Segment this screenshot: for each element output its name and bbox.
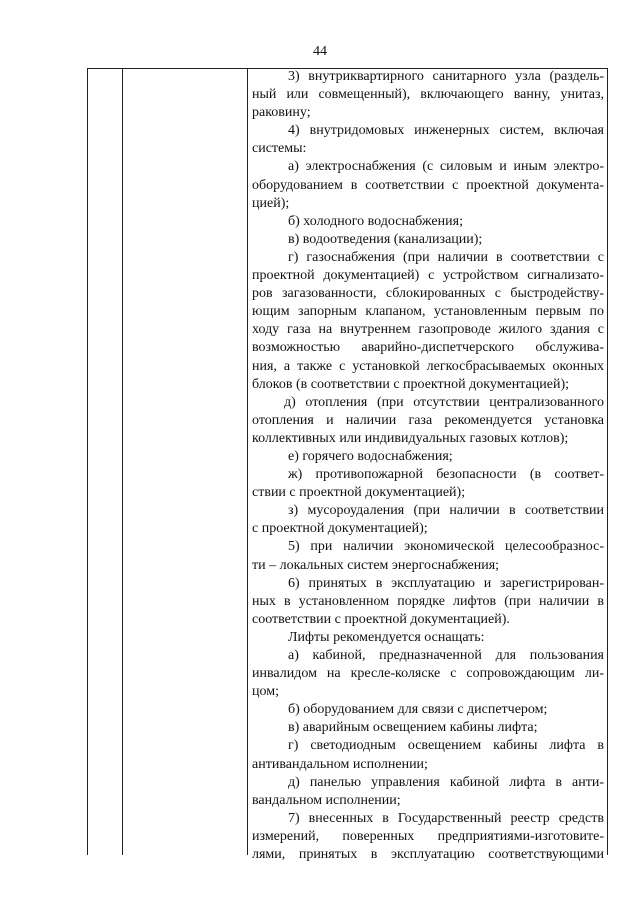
text-line: инвалидом на кресле-коляске с сопровождающим ли- bbox=[252, 666, 604, 682]
text-line: з) мусороудаления (при наличии в соответствии bbox=[288, 503, 604, 519]
text-line: а) кабиной, предназначенной для пользования bbox=[288, 648, 604, 663]
text-line: б) холодного водоснабжения; bbox=[288, 213, 463, 229]
text-line: ный или совмещенный), включающего ванну, унитаз, bbox=[252, 87, 604, 103]
text-line: цией); bbox=[252, 195, 290, 211]
text-line: в) аварийным освещением кабины лифта; bbox=[288, 720, 538, 736]
text-line: коллективных или индивидуальных газовых котлов); bbox=[252, 430, 569, 446]
text-line: 7) внесенных в Государственный реестр средств bbox=[288, 810, 604, 826]
text-line: возможностью аварийно-диспетчерского обслужива- bbox=[252, 340, 604, 356]
text-line: оборудованием в соответствии с проектной документа- bbox=[252, 177, 604, 193]
text-line: ж) противопожарной безопасности (в соответ- bbox=[288, 467, 604, 483]
text-line: измерений, поверенных предприятиями-изготовите- bbox=[252, 828, 604, 844]
text-line: ных в установленном порядке лифтов (при наличии в bbox=[252, 593, 604, 609]
page-number: 44 bbox=[313, 44, 327, 59]
table-column-divider-1 bbox=[122, 68, 123, 855]
text-line: д) панелью управления кабиной лифта в анти- bbox=[288, 774, 604, 790]
text-line: 5) при наличии экономической целесообразнос- bbox=[288, 539, 604, 555]
text-line: 6) принятых в эксплуатацию и зарегистрирован- bbox=[288, 575, 604, 591]
text-line: а) электроснабжения (с силовым и иным электро- bbox=[288, 159, 604, 175]
table-right-border bbox=[607, 68, 608, 855]
text-line: с проектной документацией); bbox=[252, 521, 428, 537]
text-line: 3) внутриквартирного санитарного узла (раздель- bbox=[288, 69, 604, 84]
text-line: соответствии с проектной документацией). bbox=[252, 611, 510, 627]
text-line: отопления и наличии газа рекомендуется установка bbox=[252, 412, 604, 428]
text-line: раковину; bbox=[252, 105, 311, 121]
text-line: Лифты рекомендуется оснащать: bbox=[288, 629, 485, 645]
text-line: блоков (в соответствии с проектной документацией); bbox=[252, 376, 570, 392]
table-left-border bbox=[87, 68, 88, 855]
text-line: лями, принятых в эксплуатацию соответствующими bbox=[252, 847, 604, 863]
text-line: е) горячего водоснабжения; bbox=[288, 448, 453, 464]
text-line: проектной документацией) с устройством сигнализато- bbox=[252, 268, 604, 284]
text-line: ющим запорным клапаном, установленным первым по bbox=[252, 304, 604, 320]
text-line: цом; bbox=[252, 684, 279, 700]
text-line: в) водоотведения (канализации); bbox=[288, 231, 483, 247]
text-line: вандальном исполнении; bbox=[252, 792, 401, 808]
text-line: д) отопления (при отсутствии централизованного bbox=[284, 394, 604, 410]
text-line: г) светодиодным освещением кабины лифта в bbox=[288, 738, 604, 754]
text-line: антивандальном исполнении; bbox=[252, 756, 428, 772]
text-line: системы: bbox=[252, 141, 307, 157]
text-line: г) газоснабжения (при наличии в соответствии с bbox=[288, 249, 604, 265]
text-line: ствии с проектной документацией); bbox=[252, 485, 466, 501]
table-column-divider-2 bbox=[247, 68, 248, 855]
text-line: ния, а также с установкой легкосбрасываемых оконных bbox=[252, 358, 604, 374]
table-text-cell bbox=[252, 68, 604, 864]
text-line: ходу газа на внутреннем газопроводе жилого здания с bbox=[252, 322, 604, 338]
text-line: ров загазованности, сблокированных с быстродейству- bbox=[252, 286, 604, 302]
text-line: 4) внутридомовых инженерных систем, включая bbox=[288, 123, 604, 139]
text-line: ти – локальных систем энергоснабжения; bbox=[252, 557, 500, 573]
text-line: б) оборудованием для связи с диспетчером; bbox=[288, 702, 548, 718]
